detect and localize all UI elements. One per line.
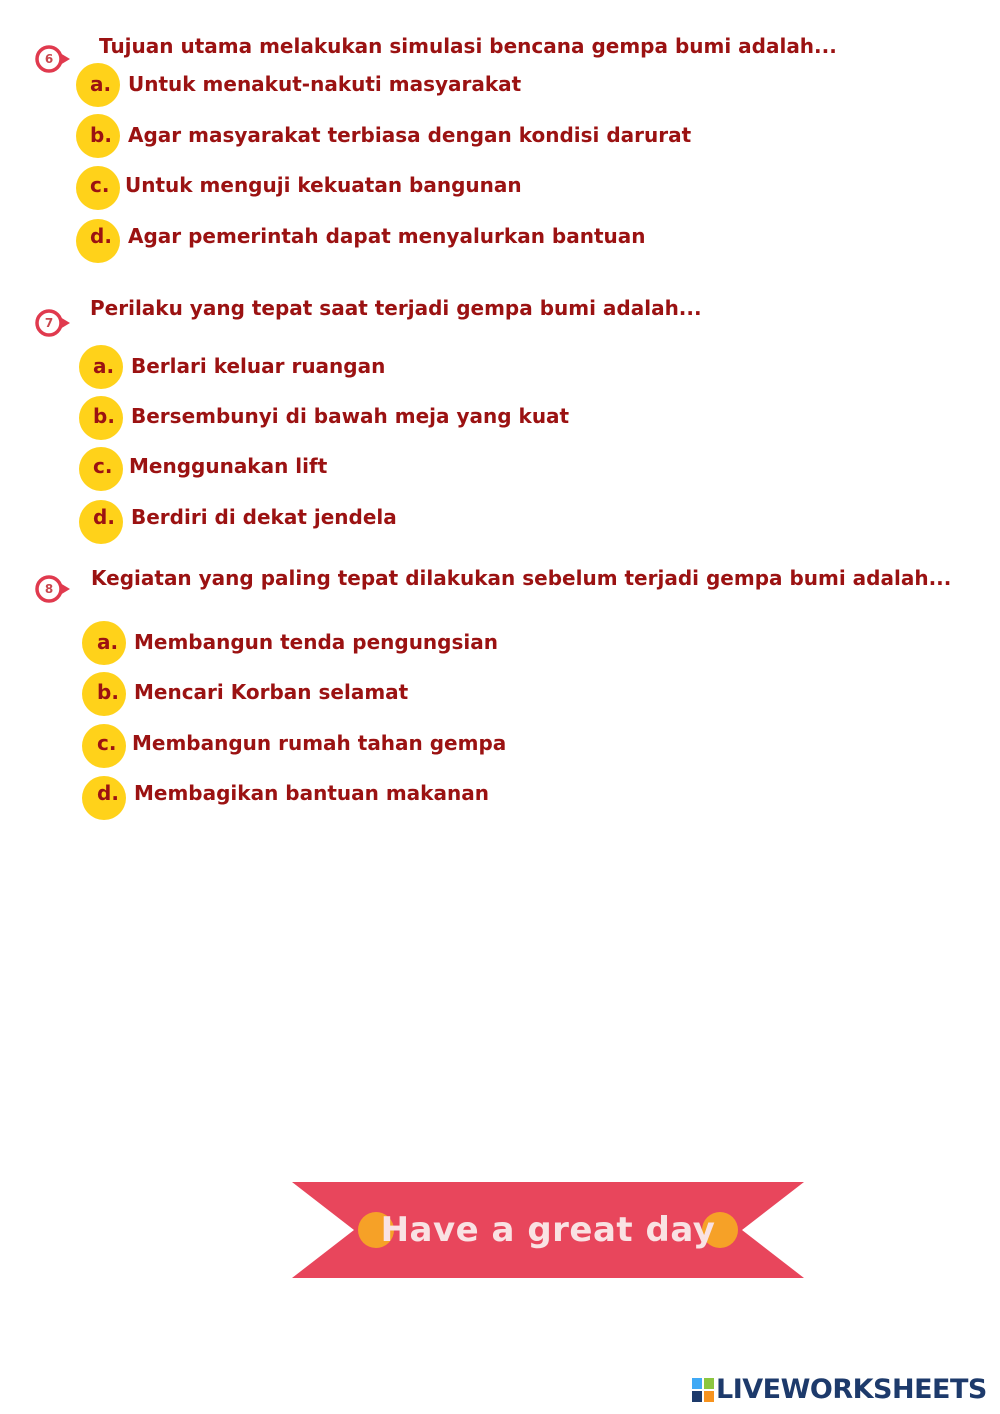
question-number: 7 [44,316,54,330]
question-number-badge [34,303,74,343]
question-number-badge [34,569,74,609]
option-text[interactable]: Berlari keluar ruangan [131,354,386,378]
option-text[interactable]: Berdiri di dekat jendela [131,505,397,529]
question-text: Perilaku yang tepat saat terjadi gempa bumi adalah... [90,296,702,320]
option-letter[interactable]: a. [97,630,119,654]
option-letter[interactable]: d. [93,505,115,529]
option-letter[interactable]: c. [90,173,110,197]
banner-text: Have a great day [380,1210,716,1250]
option-letter[interactable]: d. [90,224,112,248]
option-letter[interactable]: b. [90,123,112,147]
option-text[interactable]: Untuk menguji kekuatan bangunan [125,173,522,197]
option-text[interactable]: Untuk menakut-nakuti masyarakat [128,72,522,96]
liveworksheets-logo-icon [692,1378,714,1402]
option-letter[interactable]: c. [97,731,117,755]
question-number-badge [34,39,74,79]
question-text: Kegiatan yang paling tepat dilakukan sebelum terjadi gempa bumi adalah... [91,566,952,590]
option-text[interactable]: Agar masyarakat terbiasa dengan kondisi darurat [128,123,692,147]
option-text[interactable]: Mencari Korban selamat [134,680,409,704]
option-text[interactable]: Agar pemerintah dapat menyalurkan bantuan [128,224,646,248]
option-letter[interactable]: a. [90,72,112,96]
liveworksheets-logo[interactable] [692,1374,992,1406]
option-text[interactable]: Menggunakan lift [129,454,328,478]
option-text[interactable]: Membangun tenda pengungsian [134,630,498,654]
option-letter[interactable]: c. [93,454,113,478]
option-letter[interactable]: b. [97,680,119,704]
option-letter[interactable]: a. [93,354,115,378]
question-number: 8 [44,582,54,596]
option-letter[interactable]: b. [93,404,115,428]
option-text[interactable]: Membagikan bantuan makanan [134,781,489,805]
option-text[interactable]: Bersembunyi di bawah meja yang kuat [131,404,570,428]
question-text: Tujuan utama melakukan simulasi bencana gempa bumi adalah... [99,34,837,58]
closing-banner [292,1182,804,1278]
option-letter[interactable]: d. [97,781,119,805]
question-number: 6 [44,52,54,66]
option-text[interactable]: Membangun rumah tahan gempa [132,731,507,755]
footer-brand-text: LIVEWORKSHEETS [716,1374,987,1405]
